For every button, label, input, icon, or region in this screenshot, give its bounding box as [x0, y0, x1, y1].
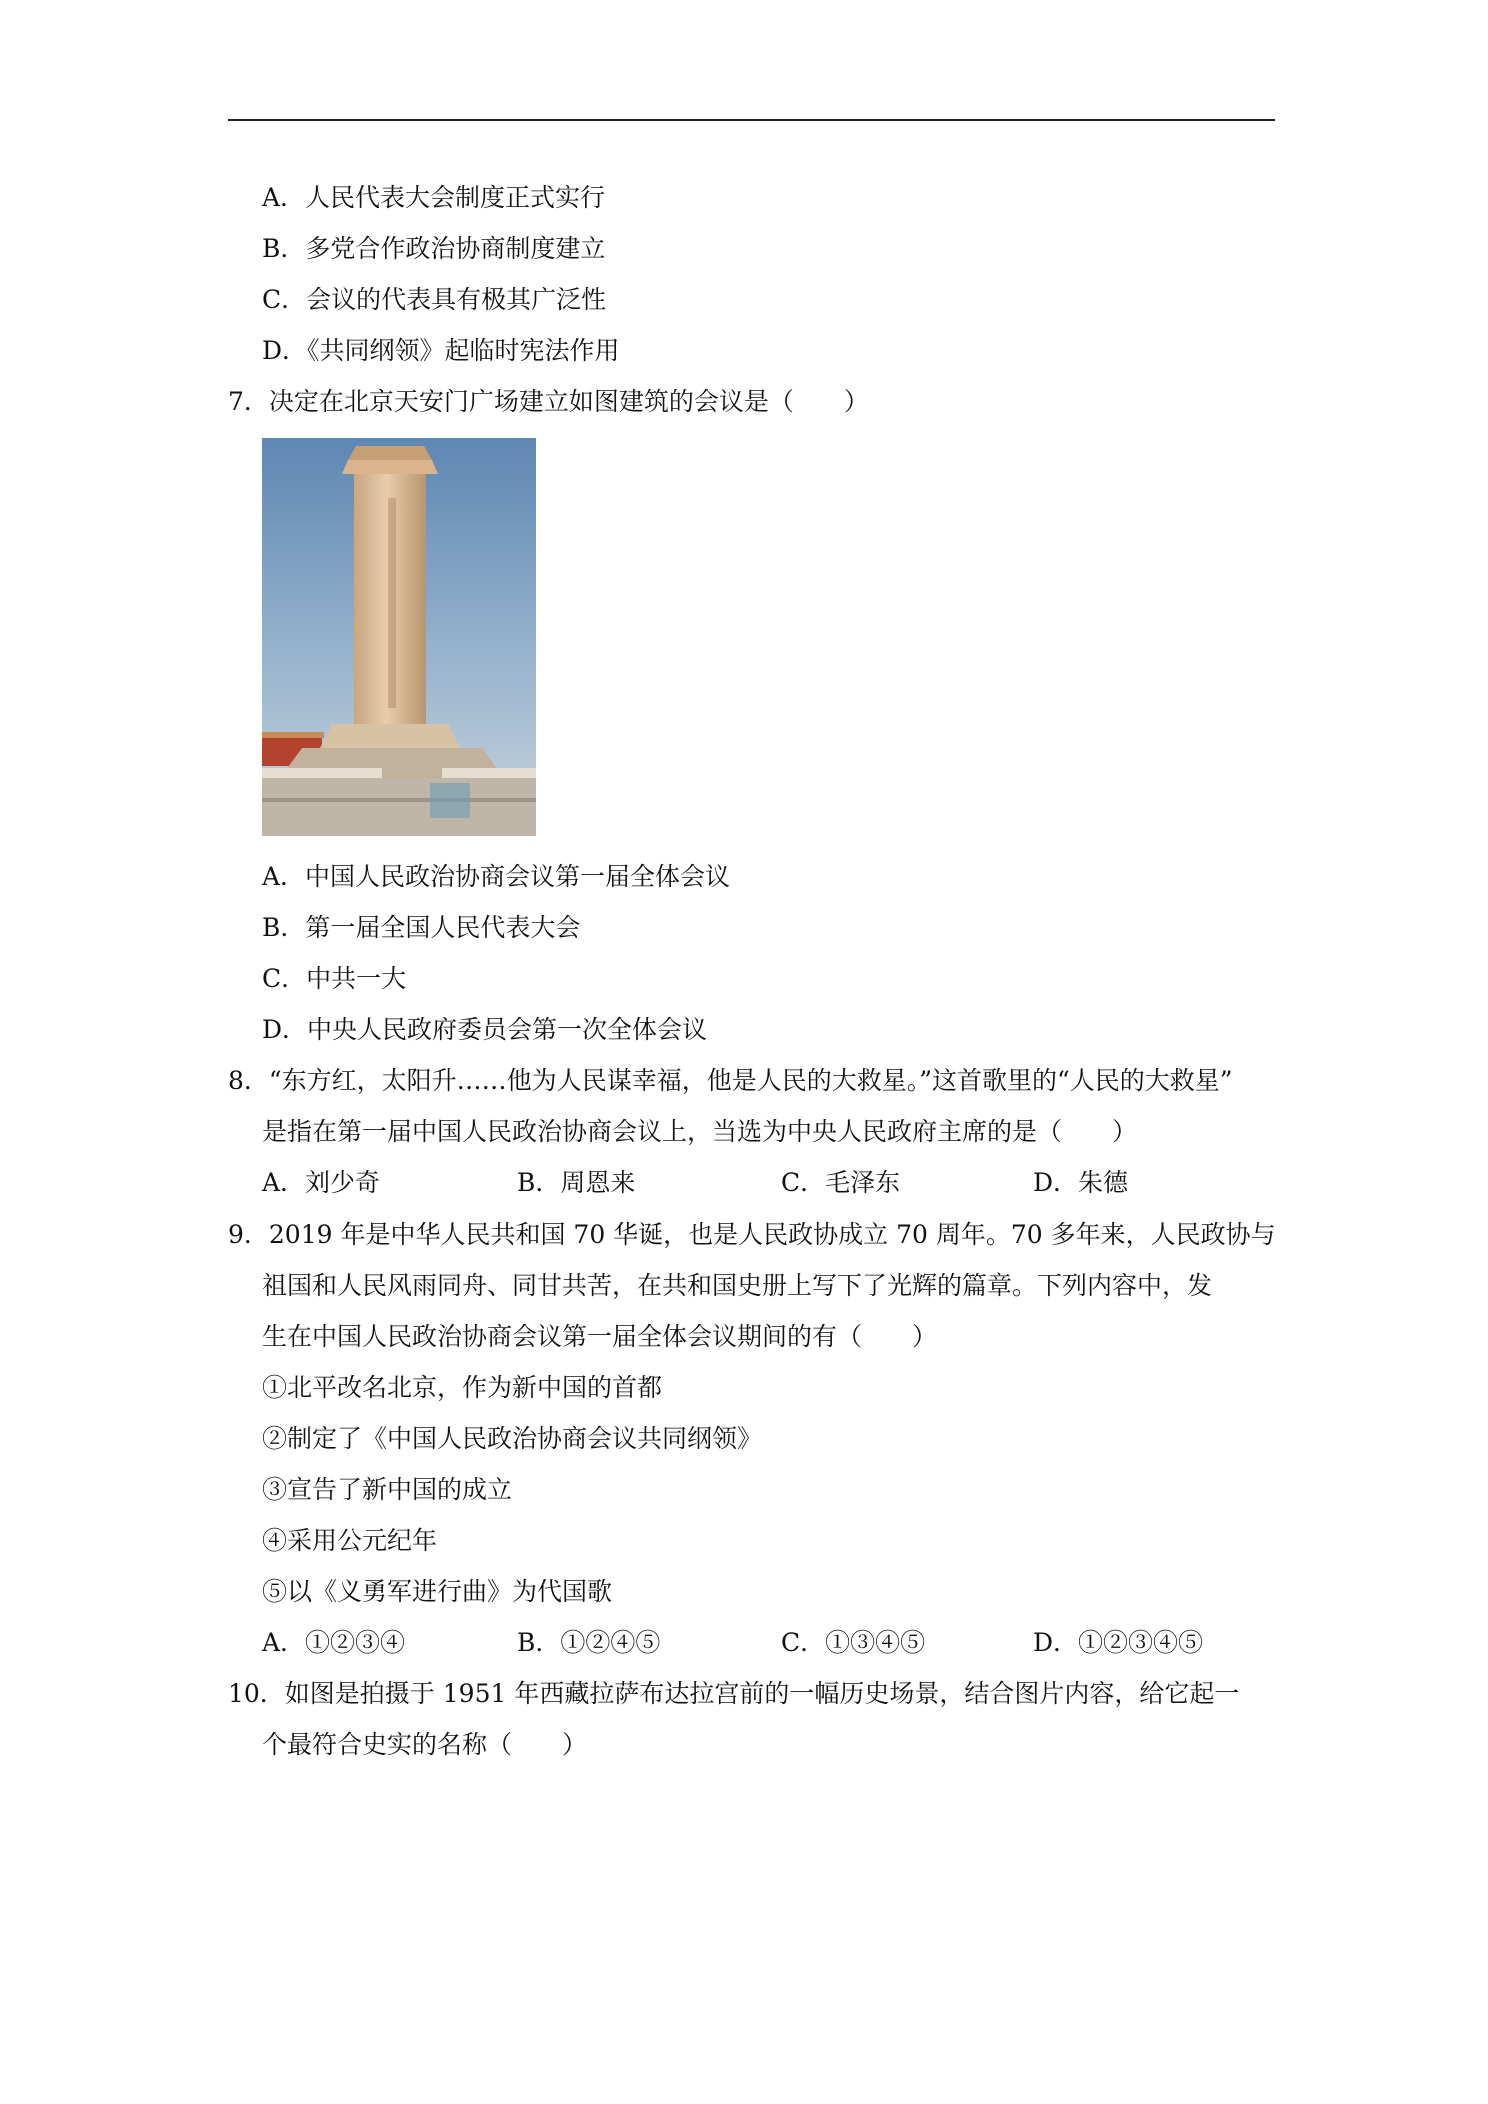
- q9-stem-line-3: 生在中国人民政治协商会议第一届全体会议期间的有（ ）: [262, 1322, 938, 1351]
- q8-stem-line-1: 8．“东方红，太阳升……他为人民谋幸福，他是人民的大救星。”这首歌里的“人民的大救星”: [228, 1066, 1233, 1095]
- header-rule: [228, 119, 1275, 121]
- q10-stem-line-1: 10．如图是拍摄于 1951 年西藏拉萨布达拉宫前的一幅历史场景，结合图片内容，给它起一: [228, 1679, 1240, 1708]
- q7-option-c: C．中共一大: [262, 964, 407, 993]
- q6-option-c: C．会议的代表具有极其广泛性: [262, 285, 607, 314]
- q6-option-d: D．《共同纲领》起临时宪法作用: [262, 336, 620, 365]
- q8-stem-line-2: 是指在第一届中国人民政治协商会议上，当选为中央人民政府主席的是（ ）: [262, 1117, 1138, 1146]
- q8-option-d: D．朱德: [1033, 1168, 1129, 1197]
- q9-item-1: ①北平改名北京，作为新中国的首都: [262, 1373, 663, 1402]
- q9-option-c: C．①③④⑤: [781, 1628, 926, 1657]
- q7-option-d: D．中央人民政府委员会第一次全体会议: [262, 1015, 708, 1044]
- q9-item-3: ③宣告了新中国的成立: [262, 1475, 513, 1504]
- q6-option-b: B．多党合作政治协商制度建立: [262, 234, 606, 263]
- q9-item-4: ④采用公元纪年: [262, 1526, 438, 1555]
- q9-option-d: D．①②③④⑤: [1033, 1628, 1204, 1657]
- q8-option-b: B．周恩来: [517, 1168, 636, 1197]
- monument-photo: [262, 438, 536, 836]
- q9-stem-line-2: 祖国和人民风雨同舟、同甘共苦，在共和国史册上写下了光辉的篇章。下列内容中，发: [262, 1271, 1213, 1300]
- q7-option-b: B．第一届全国人民代表大会: [262, 913, 581, 942]
- q9-option-b: B．①②④⑤: [517, 1628, 661, 1657]
- q9-option-a: A．①②③④: [262, 1628, 406, 1657]
- q6-option-a: A．人民代表大会制度正式实行: [262, 183, 606, 212]
- q9-stem-line-1: 9．2019 年是中华人民共和国 70 华诞，也是人民政协成立 70 周年。70 多年来，人民政协与: [228, 1220, 1276, 1249]
- q7-stem: 7．决定在北京天安门广场建立如图建筑的会议是（ ）: [228, 387, 869, 416]
- q9-item-5: ⑤以《义勇军进行曲》为代国歌: [262, 1577, 613, 1606]
- q7-option-a: A．中国人民政治协商会议第一届全体会议: [262, 862, 731, 891]
- q10-stem-line-2: 个最符合史实的名称（ ）: [262, 1730, 588, 1759]
- q9-item-2: ②制定了《中国人民政治协商会议共同纲领》: [262, 1424, 763, 1453]
- q8-option-c: C．毛泽东: [781, 1168, 901, 1197]
- q8-option-a: A．刘少奇: [262, 1168, 381, 1197]
